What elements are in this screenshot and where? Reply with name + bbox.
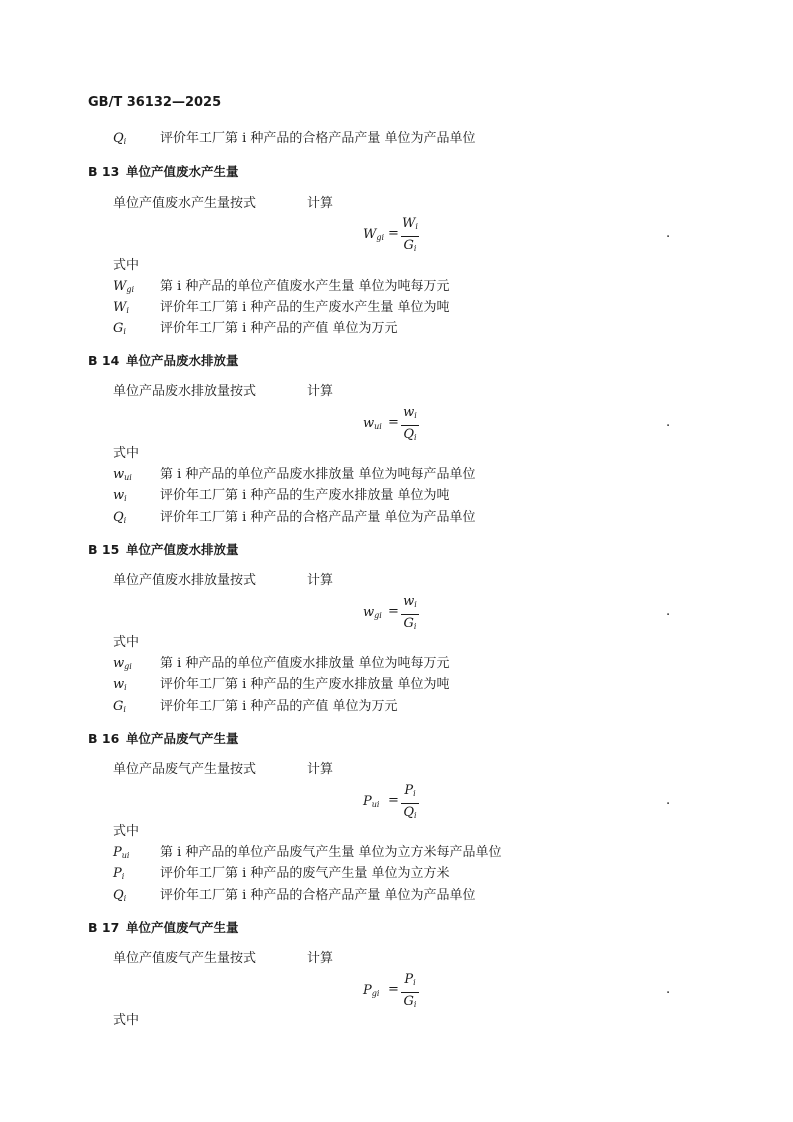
definition-text: 第 i 种产品的单位产品废气产生量 单位为立方米每产品单位 <box>160 845 502 860</box>
symbol: $w_i$ <box>113 488 127 503</box>
formula-intro-calc: 计算 <box>307 196 334 211</box>
symbol: $G_i$ <box>113 321 126 336</box>
where-label: 式中 <box>113 1013 140 1028</box>
section-number: B 13 <box>88 164 120 179</box>
section-number: B 14 <box>88 353 120 368</box>
section-title: 单位产品废水排放量 <box>126 353 239 368</box>
formula-period: . <box>666 226 671 241</box>
formula-intro: 单位产值废水排放量按式 <box>113 573 257 588</box>
formula-period: . <box>666 415 671 430</box>
section-title: 单位产值废气产生量 <box>126 920 239 935</box>
definition-text: 评价年工厂第 i 种产品的废气产生量 单位为立方米 <box>160 866 450 881</box>
symbol: $P_i$ <box>113 866 125 881</box>
section-title: 单位产值废水产生量 <box>126 164 239 179</box>
definition-text: 评价年工厂第 i 种产品的生产废水产生量 单位为吨 <box>160 300 450 315</box>
where-label: 式中 <box>113 824 140 839</box>
formula-intro: 单位产品废水排放量按式 <box>113 384 257 399</box>
definition-text: 评价年工厂第 i 种产品的生产废水排放量 单位为吨 <box>160 677 450 692</box>
formula: $W_{gi}$ = $W_i$ $G_i$ <box>363 216 418 253</box>
formula-intro: 单位产值废水产生量按式 <box>113 196 257 211</box>
definition-text: 评价年工厂第 i 种产品的合格产品产量 单位为产品单位 <box>160 510 476 525</box>
where-label: 式中 <box>113 635 140 650</box>
definition-text: 第 i 种产品的单位产品废水排放量 单位为吨每产品单位 <box>160 467 476 482</box>
definition-text: 评价年工厂第 i 种产品的合格产品产量 单位为产品单位 <box>160 131 476 146</box>
symbol: $w_{ui}$ <box>113 467 132 482</box>
standard-code: GB/T 36132—2025 <box>88 95 222 110</box>
definition-text: 评价年工厂第 i 种产品的合格产品产量 单位为产品单位 <box>160 888 476 903</box>
section-number: B 16 <box>88 731 120 746</box>
symbol: $G_i$ <box>113 699 126 714</box>
symbol: $W_i$ <box>113 300 129 315</box>
section-number: B 15 <box>88 542 120 557</box>
section-title: 单位产品废气产生量 <box>126 731 239 746</box>
symbol: $w_{gi}$ <box>113 656 132 671</box>
where-label: 式中 <box>113 258 140 273</box>
formula-period: . <box>666 604 671 619</box>
section-number: B 17 <box>88 920 120 935</box>
definition-text: 第 i 种产品的单位产值废水产生量 单位为吨每万元 <box>160 279 450 294</box>
definition-text: 第 i 种产品的单位产值废水排放量 单位为吨每万元 <box>160 656 450 671</box>
section-title: 单位产值废水排放量 <box>126 542 239 557</box>
formula-period: . <box>666 982 671 997</box>
formula-period: . <box>666 793 671 808</box>
symbol: $Q_i$ <box>113 888 127 903</box>
formula-intro-calc: 计算 <box>307 384 334 399</box>
formula: $w_{gi}$ = $w_i$ $G_i$ <box>355 594 445 634</box>
symbol: $W_{gi}$ <box>113 279 135 294</box>
formula-intro-calc: 计算 <box>307 762 334 777</box>
formula: $P_{gi}$ = $P_i$ $G_i$ <box>355 972 445 1012</box>
formula-intro: 单位产品废气产生量按式 <box>113 762 257 777</box>
formula: $P_{ui}$ = $P_i$ $Q_i$ <box>355 783 445 823</box>
formula-intro-calc: 计算 <box>307 951 334 966</box>
definition-text: 评价年工厂第 i 种产品的产值 单位为万元 <box>160 699 398 714</box>
symbol: $Q_i$ <box>113 510 127 525</box>
formula-intro: 单位产值废气产生量按式 <box>113 951 257 966</box>
symbol-q-i: $Q_i$ <box>113 131 127 146</box>
symbol: $P_{ui}$ <box>113 845 130 860</box>
definition-text: 评价年工厂第 i 种产品的产值 单位为万元 <box>160 321 398 336</box>
formula: $w_{ui}$ = $w_i$ $Q_i$ <box>355 405 445 445</box>
where-label: 式中 <box>113 446 140 461</box>
definition-text: 评价年工厂第 i 种产品的生产废水排放量 单位为吨 <box>160 488 450 503</box>
symbol: $w_i$ <box>113 677 127 692</box>
formula-intro-calc: 计算 <box>307 573 334 588</box>
